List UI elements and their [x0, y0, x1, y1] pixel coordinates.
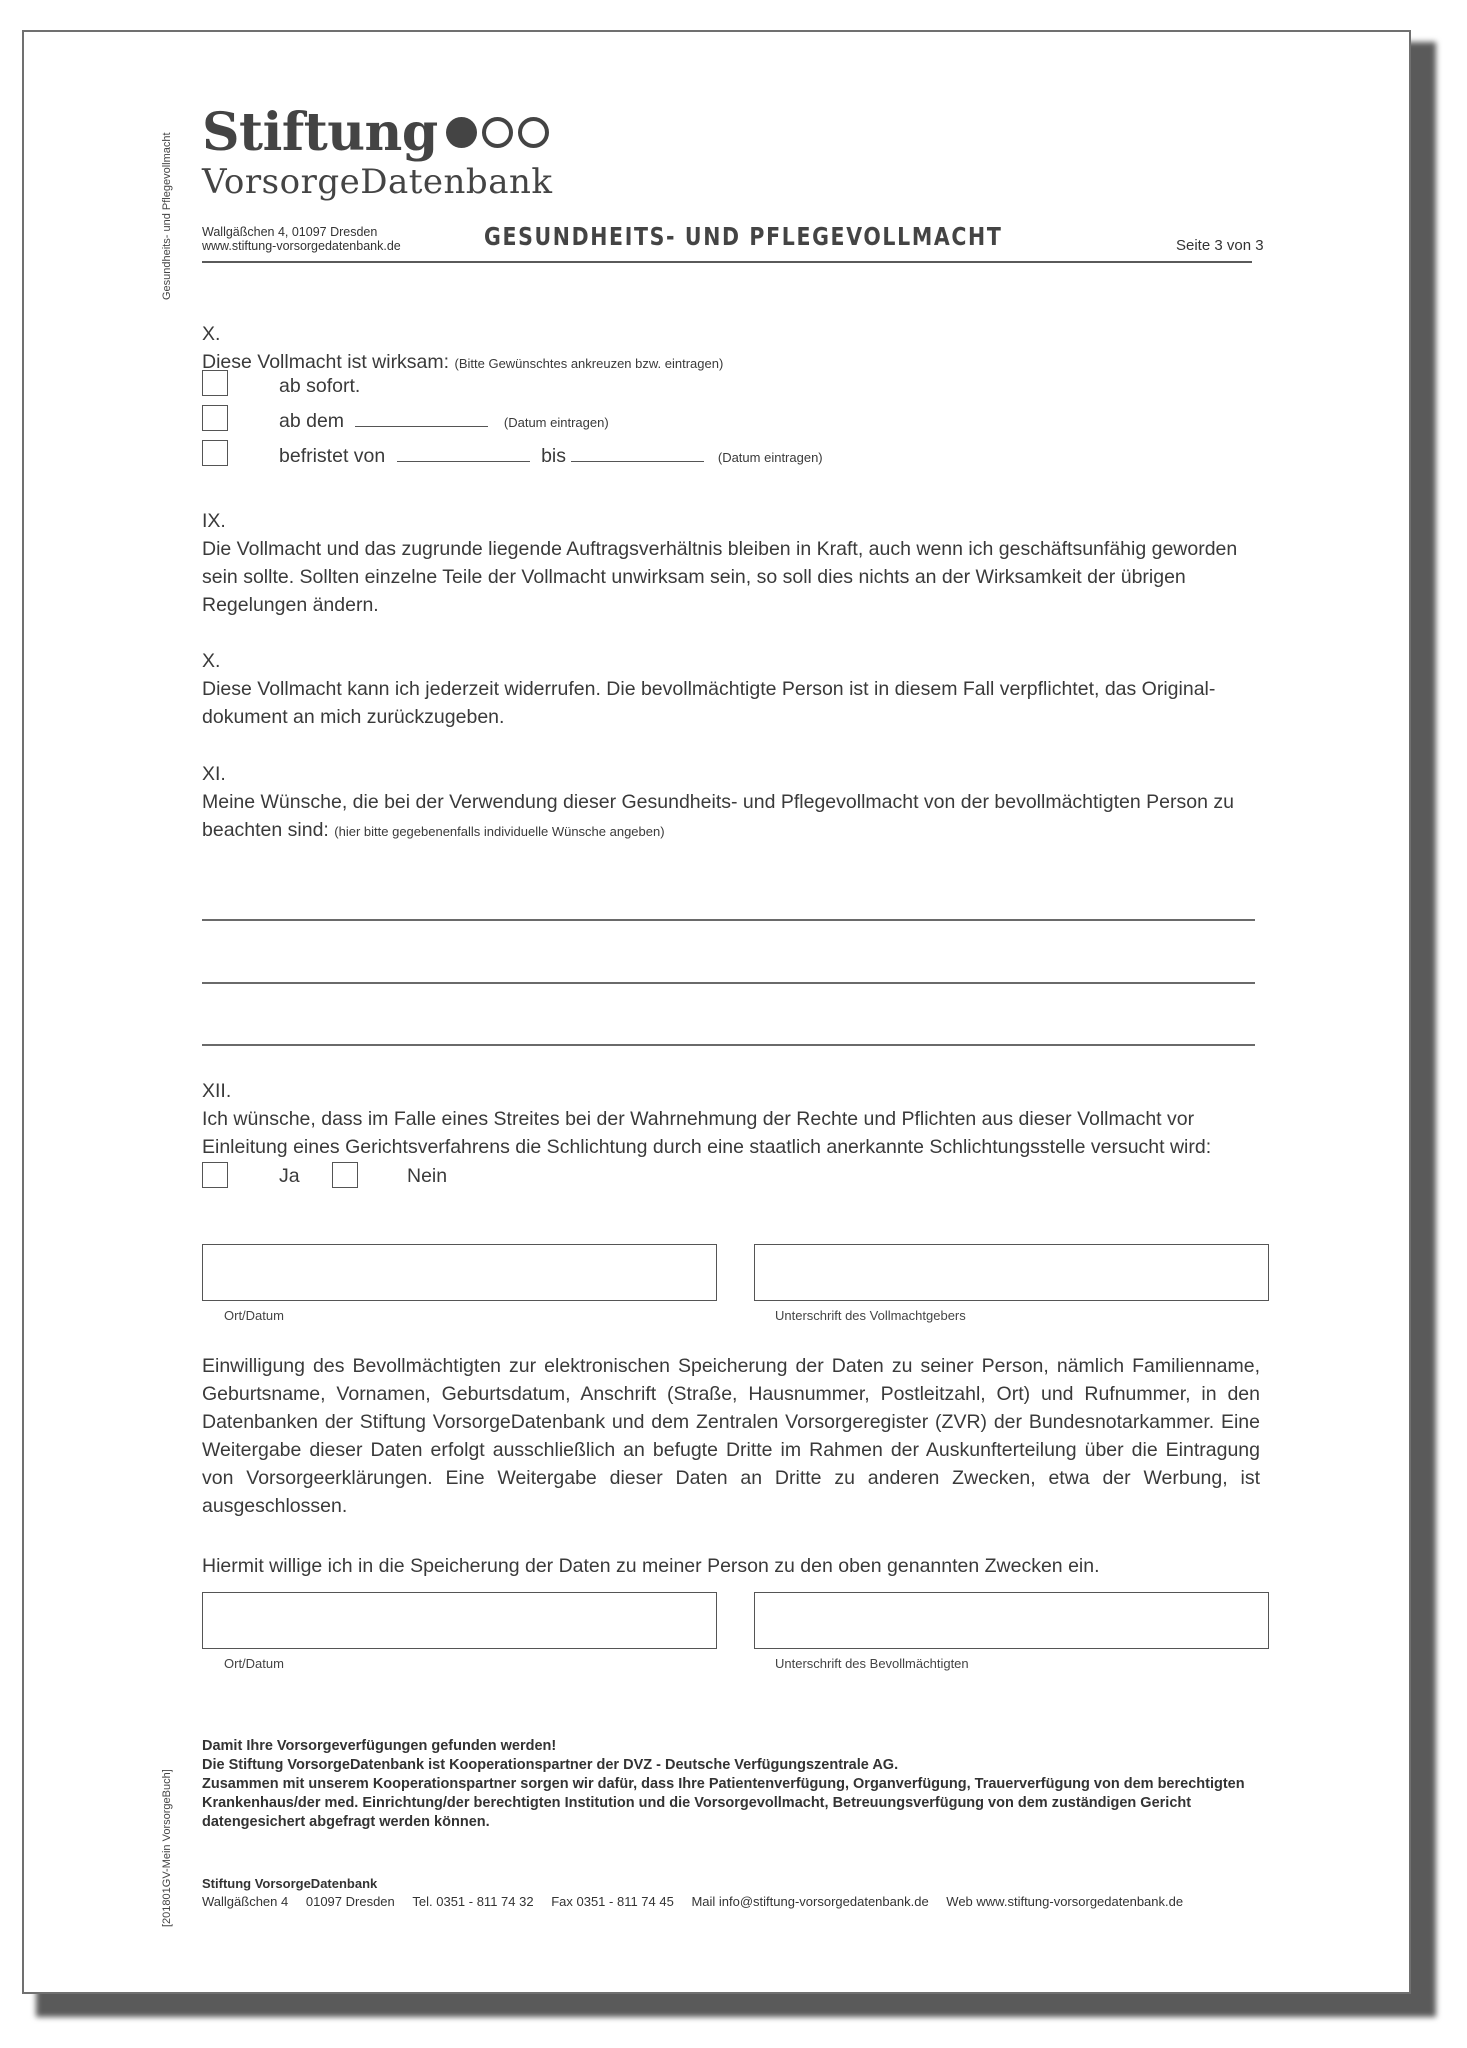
footer: [202, 1875, 1302, 1911]
document-title: GESUNDHEITS- UND PFLEGEVOLLMACHT: [484, 222, 1003, 251]
section-number: X.: [202, 650, 221, 672]
section-intro: Diese Vollmacht ist wirksam:: [202, 351, 450, 373]
option-ja-label: Ja: [279, 1165, 300, 1187]
notice-details: Zusammen mit unserem Kooperationspartner sorgen wir dafür, dass Ihre Patientenverfügung, Organverfügung, Trauerverfügung von dem berechtigten Krankenhaus/der med. Einrichtung/der berechtigten Institution und die Vorsorgevollmacht, Betreuungsverfügung von dem zuständigen Gericht datengesichert abgefragt werden können.: [202, 1776, 1245, 1830]
option-bis-label: bis: [541, 445, 567, 467]
page-indicator: Seite 3 von 3: [1176, 237, 1264, 254]
period-end-field[interactable]: [571, 443, 704, 462]
section-number: X.: [202, 323, 221, 345]
checkbox-ab-sofort[interactable]: [202, 370, 228, 396]
logo-wordmark: [202, 102, 549, 163]
checkbox-ja[interactable]: [202, 1162, 228, 1188]
grantor-place-date-field[interactable]: [202, 1244, 717, 1301]
consent-agreement: Hiermit willige ich in die Speicherung der Daten zu meiner Person zu den oben genannten Zwecken ein.: [202, 1555, 1100, 1577]
address-street: Wallgäßchen 4, 01097 Dresden: [202, 225, 378, 239]
wish-line-1[interactable]: [202, 919, 1255, 921]
wish-line-3[interactable]: [202, 1044, 1255, 1046]
date-from-field[interactable]: [355, 408, 488, 427]
agent-place-date-field[interactable]: [202, 1592, 717, 1649]
footer-street: Wallgäßchen 4: [202, 1894, 289, 1909]
address-website: www.stiftung-vorsorgedatenbank.de: [202, 239, 401, 253]
option-ab-dem: [279, 407, 1079, 437]
section-xi: [202, 760, 1262, 846]
notice-block: [202, 1737, 1262, 1832]
sidebar-document-code: [201801GV-Mein VorsorgeBuch]: [161, 1769, 173, 1927]
footer-mail[interactable]: Mail info@stiftung-vorsorgedatenbank.de: [691, 1894, 929, 1909]
logo-filled-circle-icon: [446, 117, 477, 148]
date-hint: (Datum eintragen): [503, 415, 609, 430]
checkbox-befristet[interactable]: [202, 440, 228, 466]
option-ab-dem-label: ab dem: [279, 410, 345, 432]
footer-org: Stiftung VorsorgeDatenbank: [202, 1876, 378, 1891]
sidebar-document-title: Gesundheits- und Pflegevollmacht: [161, 132, 173, 300]
agent-signature-field[interactable]: [754, 1592, 1269, 1649]
agent-signature-label: Unterschrift des Bevollmächtigten: [775, 1656, 969, 1671]
logo-line2: VorsorgeDatenbank: [202, 162, 553, 202]
section-number: IX.: [202, 510, 226, 532]
section-text: Die Vollmacht und das zugrunde liegende Auftragsverhältnis bleiben in Kraft, auch wenn ich geschäftsunfähig geworden sein sollte. Sollten einzelne Teile der Vollmacht unwirksam sein, so soll dies nichts an der Wirksamkeit der übrigen Regelungen ändern.: [202, 538, 1238, 616]
section-hint: (Bitte Gewünschtes ankreuzen bzw. eintragen): [454, 356, 724, 371]
section-text: Meine Wünsche, die bei der Verwendung dieser Gesundheits- und Pflegevollmacht von der bevollmächtigten Person zu beachten sind:: [202, 791, 1234, 841]
grantor-signature-field[interactable]: [754, 1244, 1269, 1301]
grantor-signature-label: Unterschrift des Vollmachtgebers: [775, 1308, 966, 1323]
section-number: XII.: [202, 1080, 232, 1102]
option-befristet: [279, 442, 1179, 472]
date-hint: (Datum eintragen): [717, 450, 823, 465]
section-number: XI.: [202, 763, 226, 785]
section-effective: [202, 320, 1302, 378]
checkbox-nein[interactable]: [332, 1162, 358, 1188]
option-ab-sofort-label: ab sofort.: [279, 375, 361, 397]
wish-line-2[interactable]: [202, 982, 1255, 984]
grantor-place-date-label: Ort/Datum: [224, 1308, 284, 1323]
header-divider: [202, 261, 1252, 263]
option-befristet-label: befristet von: [279, 445, 386, 467]
period-start-field[interactable]: [397, 443, 530, 462]
logo-ring-circle-icon: [482, 117, 513, 148]
section-xii: [202, 1077, 1262, 1161]
section-hint: (hier bitte gegebenenfalls individuelle Wünsche angeben): [334, 824, 665, 839]
section-text: Ich wünsche, dass im Falle eines Streites bei der Wahrnehmung der Rechte und Pflichten aus dieser Vollmacht vor Einleitung eines Gerichtsverfahrens die Schlichtung durch eine staatlich anerkannte Schlichtungsstelle versucht wird:: [202, 1108, 1212, 1158]
footer-web[interactable]: Web www.stiftung-vorsorgedatenbank.de: [946, 1894, 1184, 1909]
consent-text: Einwilligung des Bevollmächtigten zur elektronischen Speicherung der Daten zu seiner Person, nämlich Familienname, Geburtsname, Vornamen, Geburtsdatum, Anschrift (Straße, Hausnummer, Postleitzahl, Ort) und Rufnummer, in den Datenbanken der Stiftung VorsorgeDatenbank und dem Zentralen Vorsorgeregister (ZVR) der Bundesnotarkammer. Eine Weitergabe dieser Daten erfolgt ausschließlich an befugte Dritte im Rahmen der Auskunfterteilung über die Eintragung von Vorsorgeerklärungen. Eine Weitergabe dieser Daten an Dritte zu anderen Zwecken, etwa der Werbung, ist ausgeschlossen.: [202, 1355, 1260, 1517]
footer-city: 01097 Dresden: [305, 1894, 395, 1909]
section-x: [202, 647, 1262, 731]
logo-ring-circle-icon: [518, 117, 549, 148]
section-text: Diese Vollmacht kann ich jederzeit widerrufen. Die bevollmächtigte Person ist in diesem Fall verpflichtet, das Original-dokument an mich zurückzugeben.: [202, 678, 1216, 728]
notice-partner: Die Stiftung VorsorgeDatenbank ist Kooperationspartner der DVZ - Deutsche Verfügungszentrale AG.: [202, 1757, 899, 1773]
document-page: [22, 30, 1411, 1994]
logo-line1: Stiftung: [202, 102, 438, 163]
option-nein-label: Nein: [407, 1165, 448, 1187]
footer-fax: Fax 0351 - 811 74 45: [551, 1894, 674, 1909]
agent-place-date-label: Ort/Datum: [224, 1656, 284, 1671]
notice-headline: Damit Ihre Vorsorgeverfügungen gefunden werden!: [202, 1738, 557, 1754]
checkbox-ab-dem[interactable]: [202, 405, 228, 431]
section-ix: [202, 507, 1262, 619]
footer-tel: Tel. 0351 - 811 74 32: [412, 1894, 534, 1909]
header-address: [202, 225, 401, 253]
